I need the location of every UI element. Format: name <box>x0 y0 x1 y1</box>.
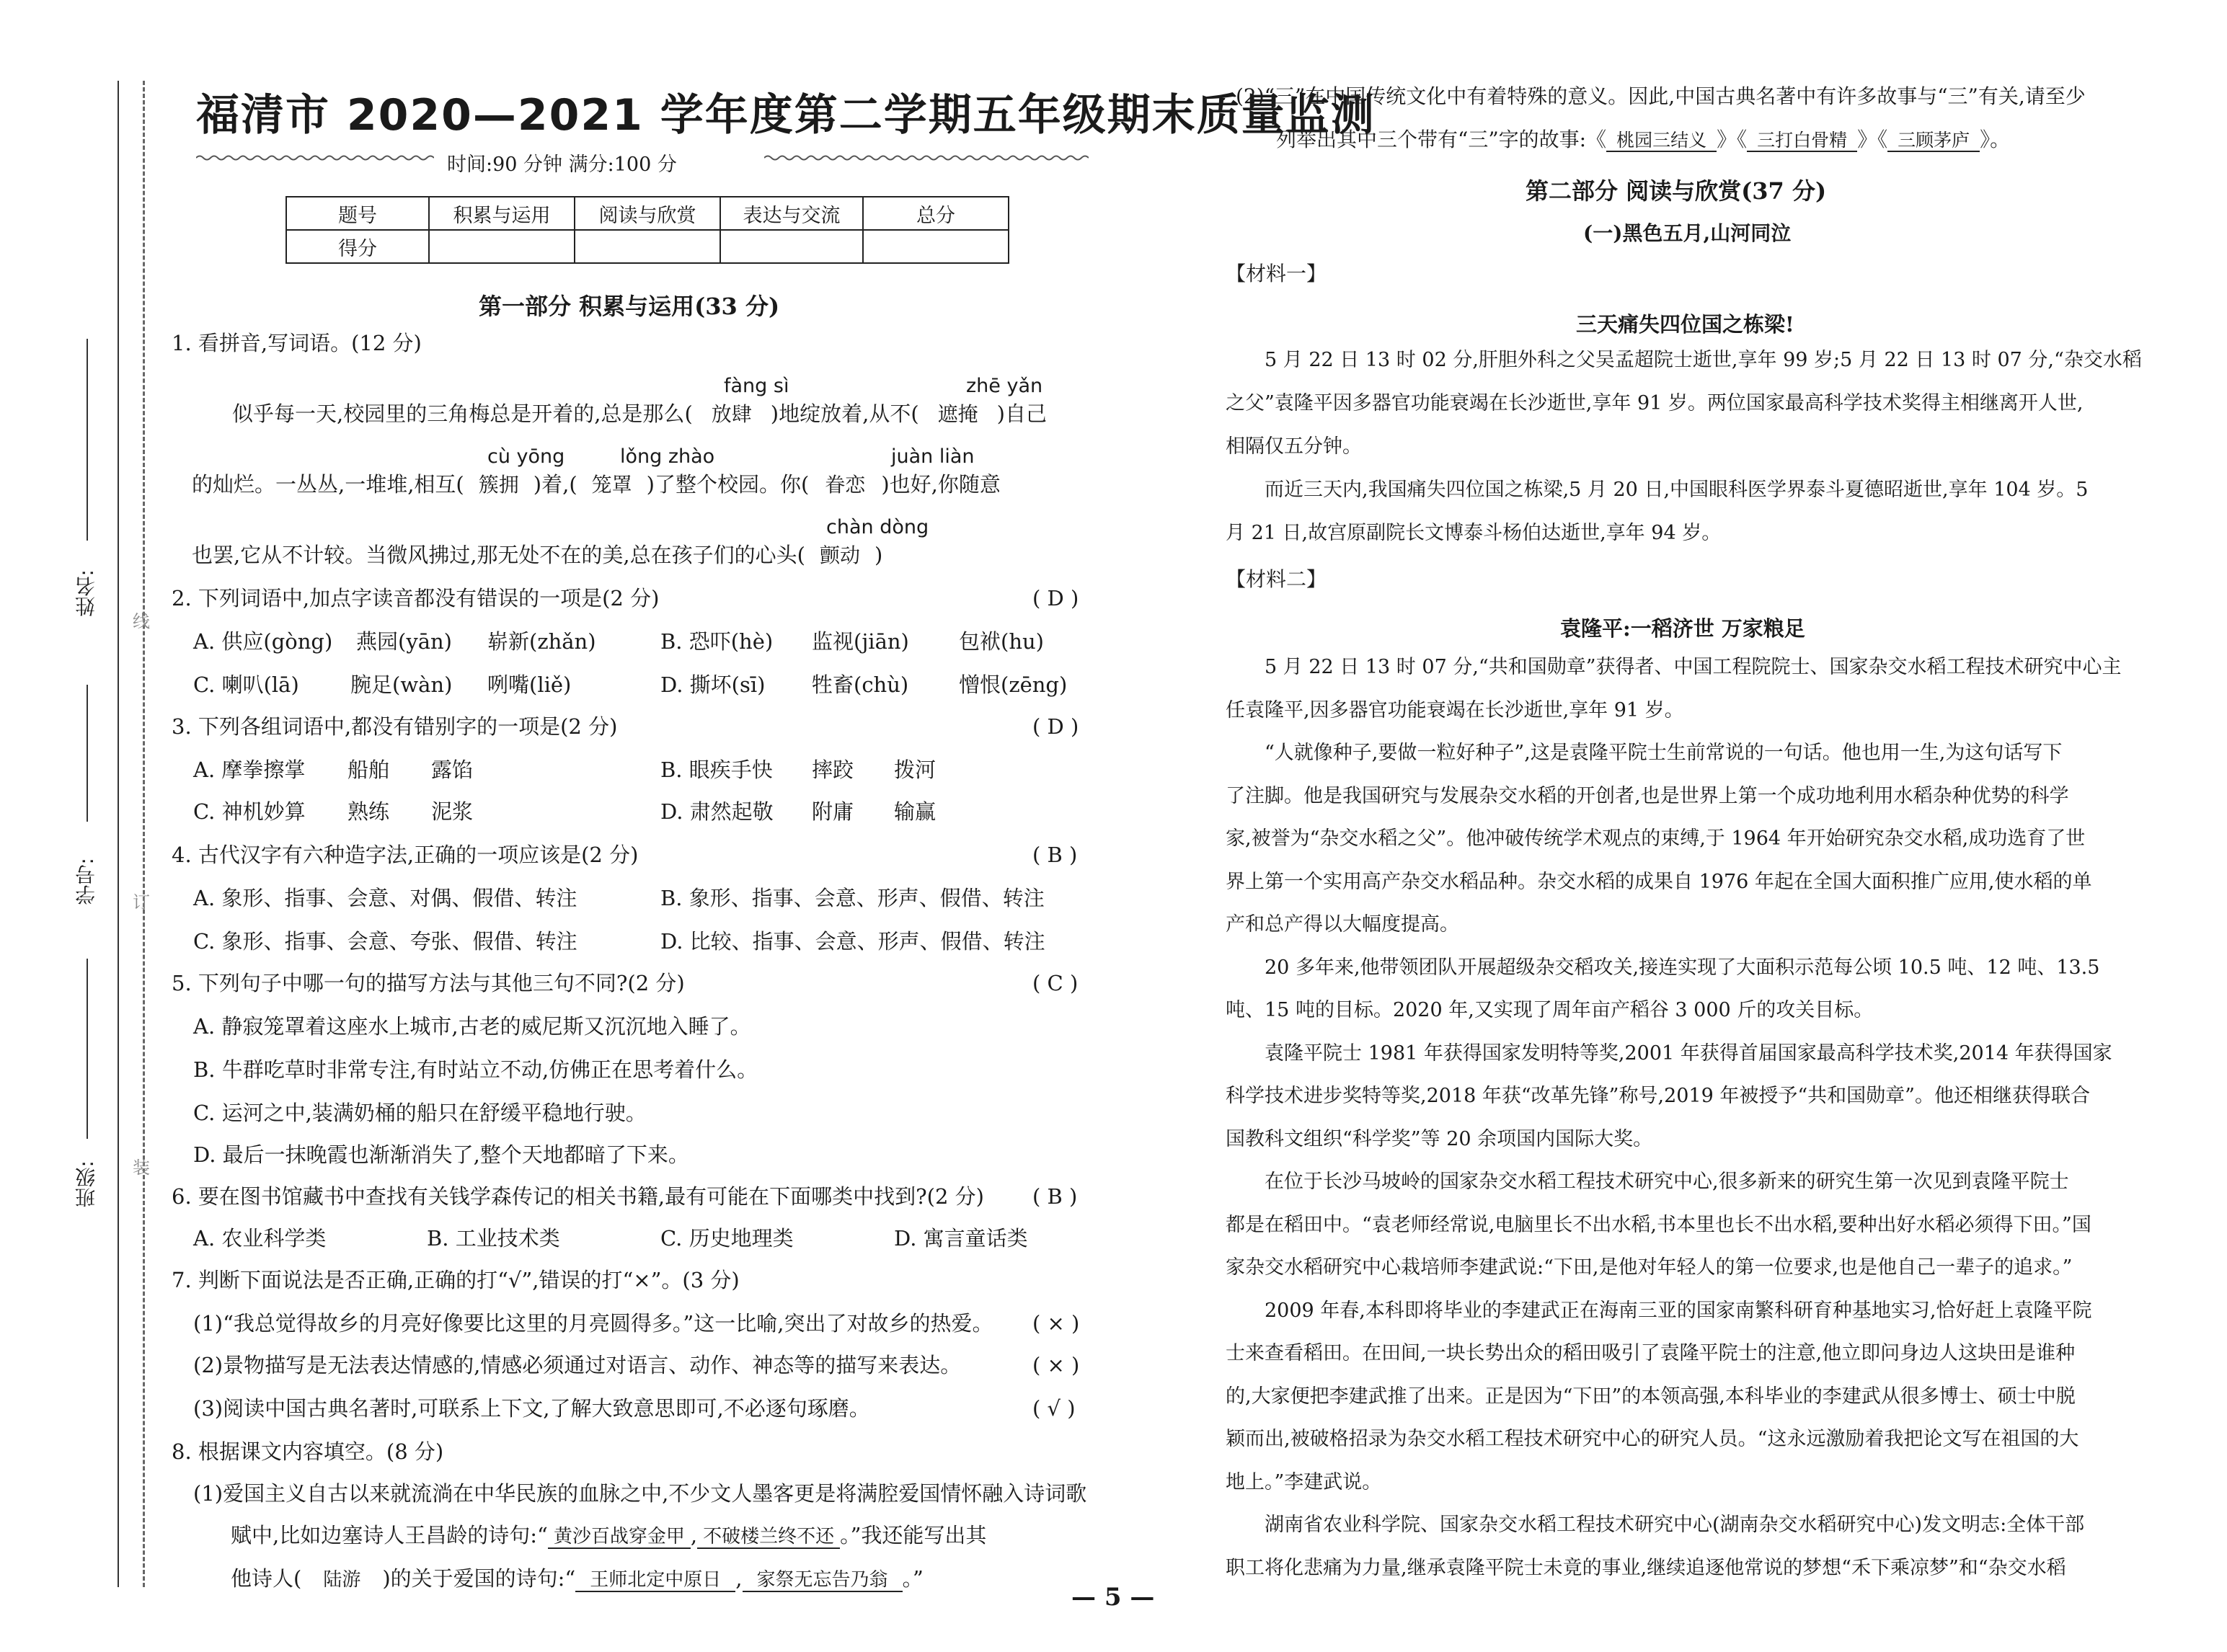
pinyin-fangsi: fàng sì <box>724 375 789 397</box>
q3-option: 附庸 <box>812 799 854 824</box>
paragraph-line: 家杂交水稻研究中心栽培师李建武说:“下田,是他对年轻人的第一位要求,也是他自己一辈子的追求。” <box>1226 1256 2073 1279</box>
q3-option: 船舶 <box>347 758 390 782</box>
paragraph-line: 颖而出,被破格招录为杂交水稻工程技术研究中心的研究人员。“这永远激励着我把论文写在祖国的大 <box>1226 1428 2079 1450</box>
q2-option: 燕园(yān) <box>356 629 452 654</box>
q8-text: 。” <box>902 1566 924 1591</box>
paragraph-line: 2009 年春,本科即将毕业的李建武正在海南三亚的国家南繁科研育种基地实习,恰好赶上袁隆平院 <box>1265 1299 2092 1322</box>
paragraph-line: 的,大家便把李建武推了出来。正是因为“下田”的本领高强,本科毕业的李建武从很多博士、硕士中脱 <box>1226 1385 2076 1408</box>
name-label: 姓名: <box>74 569 98 617</box>
score-table-header-row <box>286 197 1009 230</box>
q5-option: D. 最后一抹晚霞也渐渐消失了,整个天地都暗了下来。 <box>193 1142 689 1167</box>
q1-text: )着,( <box>533 472 577 497</box>
paragraph-line: 界上第一个实用高产杂交水稻品种。杂交水稻的成果自 1976 年起在全国大面积推广应用,使水稻的单 <box>1226 870 2092 893</box>
answer-juanlian: 眷恋 <box>825 473 866 497</box>
material1-headline: 三天痛失四位国之栋梁! <box>1576 312 1794 337</box>
q6-option: B. 工业技术类 <box>427 1226 560 1251</box>
q1-text: )地绽放着,从不( <box>770 401 919 426</box>
score-cell-part2: 阅读与欣赏 <box>575 197 720 230</box>
q6-option: D. 寓言童话类 <box>894 1226 1028 1251</box>
q3-option: 熟练 <box>347 799 390 824</box>
q3-option: D. 肃然起敬 <box>660 799 774 824</box>
paragraph-line: 地上。”李建武说。 <box>1226 1470 1382 1493</box>
pinyin-chandong: chàn dòng <box>826 516 929 538</box>
q3-answer: ( D ) <box>1032 714 1079 739</box>
paragraph-line: 国教科文组织“科学奖”等 20 余项国内国际大奖。 <box>1226 1127 1653 1150</box>
paragraph-line: 月 21 日,故宫原副院长文博泰斗杨伯达逝世,享年 94 岁。 <box>1226 522 1722 544</box>
score-cell-total: 总分 <box>863 197 1009 230</box>
q3-option: 摔跤 <box>812 758 854 782</box>
class-label: 班级: <box>74 1160 98 1208</box>
score-table-score-row <box>286 230 1009 263</box>
q3-option: A. 摩拳擦掌 <box>193 758 306 782</box>
q1-stem: 1. 看拼音,写词语。(12 分) <box>172 331 422 355</box>
paragraph-line: 产和总产得以大幅度提高。 <box>1226 913 1459 936</box>
q7-mark: ( × ) <box>1032 1311 1080 1336</box>
q4-option: A. 象形、指事、会意、对偶、假借、转注 <box>193 886 577 910</box>
answer-story: 三打白骨精 <box>1747 130 1857 152</box>
q8-text: 赋中,比如边塞诗人王昌龄的诗句:“ <box>231 1523 548 1547</box>
answer-poet: 陆游 <box>323 1569 361 1591</box>
q8-line2 <box>231 1525 986 1546</box>
q4-option: B. 象形、指事、会意、形声、假借、转注 <box>660 886 1045 910</box>
paragraph-line: 湖南省农业科学院、国家杂交水稻工程技术研究中心(湖南杂交水稻研究中心)发文明志:全体干部 <box>1265 1514 2085 1536</box>
reading-section-title: (一)黑色五月,山河同泣 <box>1583 221 1792 245</box>
answer-chandong: 颤动 <box>819 543 860 567</box>
score-cell-label: 得分 <box>286 230 429 263</box>
q4-option: C. 象形、指事、会意、夸张、假借、转注 <box>193 929 577 954</box>
q5-stem: 5. 下列句子中哪一句的描写方法与其他三句不同?(2 分) <box>172 971 685 995</box>
q1-line3 <box>192 545 882 566</box>
q8-2-text: 列举出其中三个带有“三”字的故事:《 <box>1276 128 1607 151</box>
q5-option: A. 静寂笼罩着这座水上城市,古老的威尼斯又沉沉地入睡了。 <box>193 1014 751 1039</box>
q8-text: , <box>690 1523 698 1547</box>
student-id-label: 学号: <box>74 858 98 905</box>
class-blank-line <box>87 959 88 1139</box>
pinyin-longzhao: lǒng zhào <box>620 445 715 468</box>
q2-option: 憎恨(zēng) <box>959 672 1068 697</box>
score-cell-item: 题号 <box>286 197 429 230</box>
decorative-wave-right <box>764 154 1089 161</box>
q3-option: 露馅 <box>431 758 474 782</box>
material1-label: 【材料一】 <box>1226 262 1327 285</box>
q8-2-text: 》。 <box>1980 128 2011 151</box>
q1-text: )自己 <box>996 401 1047 426</box>
q3-option: 泥浆 <box>431 799 474 824</box>
seal-line-dashed <box>143 81 145 1587</box>
paragraph-line: 相隔仅五分钟。 <box>1226 435 1362 458</box>
answer-poem-line: 王师北定中原日 <box>575 1569 735 1592</box>
q8-2-line1: (2)“三”在中国传统文化中有着特殊的意义。因此,中国古典名著中有许多故事与“三”有关,请至少 <box>1236 84 2086 108</box>
answer-story: 桃园三结义 <box>1606 130 1717 152</box>
q1-text: 似乎每一天,校园里的三角梅总是开着的,总是那么( <box>232 401 693 426</box>
q5-answer: ( C ) <box>1032 971 1079 995</box>
outer-margin-line <box>118 81 119 1587</box>
paragraph-line: 家,被誉为“杂交水稻之父”。他冲破传统学术观点的束缚,于 1964 年开始研究杂交水稻,成功选育了世 <box>1226 827 2086 850</box>
paragraph-line: 科学技术进步奖特等奖,2018 年获“改革先锋”称号,2019 年被授予“共和国勋章”。他还相继获得联合 <box>1226 1085 2090 1107</box>
q8-2-line2 <box>1276 130 2010 150</box>
q3-stem: 3. 下列各组词语中,都没有错别字的一项是(2 分) <box>172 714 618 739</box>
q8-line3 <box>231 1568 924 1589</box>
paragraph-line: 袁隆平院士 1981 年获得国家发明特等奖,2001 年获得首届国家最高科学技术奖,2014 年获得国家 <box>1265 1042 2112 1065</box>
paragraph-line: 5 月 22 日 13 时 07 分,“共和国勋章”获得者、中国工程院院士、国家杂交水稻工程技术研究中心主 <box>1265 656 2122 678</box>
paragraph-line: 士来查看稻田。在田间,一块长势出众的稻田吸引了袁隆平院士的注意,他立即问身边人这块田是谁种 <box>1226 1342 2076 1364</box>
answer-zheyan: 遮掩 <box>937 402 978 426</box>
paragraph-line: 20 多年来,他带领团队开展超级杂交稻攻关,接连实现了大面积示范每公顷 10.5 吨、12 吨、13.5 <box>1265 956 2100 979</box>
seal-label-order: 订 <box>133 892 150 912</box>
part1-title: 第一部分 积累与运用(33 分) <box>479 293 780 320</box>
q8-text: , <box>735 1566 743 1591</box>
q4-option: D. 比较、指事、会意、形声、假借、转注 <box>660 929 1045 954</box>
paragraph-line: 任袁隆平,因多器官功能衰竭在长沙逝世,享年 91 岁。 <box>1226 698 1684 721</box>
q2-stem: 2. 下列词语中,加点字读音都没有错误的一项是(2 分) <box>172 586 660 610</box>
q2-option: 腕足(wàn) <box>350 672 453 697</box>
q8-2-text: 》《 <box>1857 128 1888 151</box>
q2-option: B. 恐吓(hè) <box>660 629 774 654</box>
q2-option: 包袱(hu) <box>959 629 1044 654</box>
paragraph-line: 吨、15 吨的目标。2020 年,又实现了周年亩产稻谷 3 000 斤的攻关目标。 <box>1226 999 1874 1021</box>
paragraph-line: 5 月 22 日 13 时 02 分,肝胆外科之父吴孟超院士逝世,享年 99 岁;5 月 22 日 13 时 07 分,“杂交水稻 <box>1265 349 2142 371</box>
part2-title: 第二部分 阅读与欣赏(37 分) <box>1526 177 1827 205</box>
answer-poem-line: 家祭无忘告乃翁 <box>743 1569 903 1592</box>
q3-option: 输赢 <box>894 799 937 824</box>
q8-stem: 8. 根据课文内容填空。(8 分) <box>172 1439 444 1464</box>
material2-label: 【材料二】 <box>1226 567 1327 591</box>
paragraph-line: 职工将化悲痛为力量,继承袁隆平院士未竟的事业,继续追逐他常说的梦想“禾下乘凉梦”和“杂交水稻 <box>1226 1556 2066 1579</box>
score-cell-empty[interactable] <box>575 230 720 263</box>
score-cell-empty[interactable] <box>429 230 575 263</box>
score-cell-empty[interactable] <box>720 230 863 263</box>
q3-option: B. 眼疾手快 <box>660 758 773 782</box>
q7-item: (1)“我总觉得故乡的月亮好像要比这里的月亮圆得多。”这一比喻,突出了对故乡的热爱。 <box>193 1311 993 1336</box>
q2-answer: ( D ) <box>1032 586 1079 610</box>
q8-2-text: 》《 <box>1717 128 1748 151</box>
paragraph-line: 了注脚。他是我国研究与发展杂交水稻的开创者,也是世界上第一个成功地利用水稻杂种优势的科学 <box>1226 784 2069 807</box>
score-cell-part1: 积累与运用 <box>429 197 575 230</box>
material2-headline: 袁隆平:一稻济世 万家粮足 <box>1560 616 1805 641</box>
q1-line2 <box>192 474 1001 495</box>
answer-story: 三顾茅庐 <box>1887 130 1980 152</box>
q7-item: (2)景物描写是无法表达情感的,情感必须通过对语言、动作、神态等的描写来表达。 <box>193 1353 962 1377</box>
id-blank-line <box>87 685 88 822</box>
q2-option: D. 撕坏(sī) <box>660 672 766 697</box>
score-cell-empty[interactable] <box>863 230 1009 263</box>
paragraph-line: 都是在稻田中。“袁老师经常说,电脑里长不出水稻,书本里也长不出水稻,要种出好水稻必须得下田。”国 <box>1226 1213 2091 1236</box>
q7-mark: ( × ) <box>1032 1353 1080 1377</box>
seal-label-line: 线 <box>133 611 150 631</box>
q2-option: 咧嘴(liě) <box>487 672 572 697</box>
q3-option: 拨河 <box>894 758 937 782</box>
q7-item: (3)阅读中国古典名著时,可联系上下文,了解大致意思即可,不必逐句琢磨。 <box>193 1396 870 1421</box>
q8-line1: (1)爱国主义自古以来就流淌在中华民族的血脉之中,不少文人墨客更是将满腔爱国情怀融入诗词歌 <box>193 1481 1087 1506</box>
exam-time-score: 时间:90 分钟 满分:100 分 <box>447 154 677 176</box>
q1-text: 也罢,它从不计较。当微风拂过,那无处不在的美,总在孩子们的心头( <box>192 543 805 567</box>
score-cell-part3: 表达与交流 <box>720 197 863 230</box>
q8-text: 。”我还能写出其 <box>840 1523 987 1547</box>
q5-option: C. 运河之中,装满奶桶的船只在舒缓平稳地行驶。 <box>193 1101 647 1125</box>
q2-option: A. 供应(gòng) <box>193 629 333 654</box>
q8-text: 他诗人( <box>231 1566 302 1591</box>
q1-text: 的灿烂。一丛丛,一堆堆,相互( <box>192 472 464 497</box>
page-title: 福清市 2020—2021 学年度第二学期五年级期末质量监测 <box>196 90 1376 141</box>
q1-line1 <box>232 401 1047 426</box>
q2-option: 崭新(zhǎn) <box>487 629 596 654</box>
q1-text: ) <box>875 543 883 567</box>
q6-option: A. 农业科学类 <box>193 1226 327 1251</box>
q5-option: B. 牛群吃草时非常专注,有时站立不动,仿佛正在思考着什么。 <box>193 1057 758 1082</box>
q4-stem: 4. 古代汉字有六种造字法,正确的一项应该是(2 分) <box>172 843 639 867</box>
q6-stem: 6. 要在图书馆藏书中查找有关钱学森传记的相关书籍,最有可能在下面哪类中找到?(2 分) <box>172 1184 984 1209</box>
answer-poem-line: 黄沙百战穿金甲 <box>548 1526 691 1549</box>
q6-answer: ( B ) <box>1032 1184 1078 1209</box>
answer-longzhao: 笼罩 <box>591 473 632 497</box>
name-blank-line <box>87 339 88 541</box>
q2-option: C. 喇叭(lā) <box>193 672 299 697</box>
q2-option: 牲畜(chù) <box>812 672 909 697</box>
paragraph-line: 而近三天内,我国痛失四位国之栋梁,5 月 20 日,中国眼科医学界泰斗夏德昭逝世,享年 104 岁。5 <box>1265 479 2089 501</box>
q1-text: )也好,你随意 <box>881 472 1001 497</box>
answer-cuyong: 簇拥 <box>478 473 519 497</box>
q6-option: C. 历史地理类 <box>660 1226 794 1251</box>
page-number: — 5 — <box>1071 1583 1155 1612</box>
q3-option: C. 神机妙算 <box>193 799 306 824</box>
q7-stem: 7. 判断下面说法是否正确,正确的打“√”,错误的打“×”。(3 分) <box>172 1268 740 1292</box>
paragraph-line: 在位于长沙马坡岭的国家杂交水稻工程技术研究中心,很多新来的研究生第一次见到袁隆平院士 <box>1265 1171 2069 1193</box>
answer-fangsi: 放肆 <box>711 402 752 426</box>
pinyin-cuyong: cù yōng <box>487 445 565 468</box>
decorative-wave-left <box>196 154 434 161</box>
pinyin-zheyan: zhē yǎn <box>966 375 1043 397</box>
seal-label-bind: 装 <box>133 1158 150 1178</box>
paragraph-line: “人就像种子,要做一粒好种子”,这是袁隆平院士生前常说的一句话。他也用一生,为这句话写下 <box>1265 742 2063 764</box>
q7-mark: ( √ ) <box>1032 1396 1076 1421</box>
q4-answer: ( B ) <box>1032 843 1078 867</box>
q1-text: )了整个校园。你( <box>646 472 810 497</box>
q2-option: 监视(jiān) <box>812 629 909 654</box>
score-table <box>285 196 1009 264</box>
pinyin-juanlian: juàn liàn <box>891 445 975 468</box>
answer-poem-line: 不破楼兰终不还 <box>697 1526 840 1549</box>
paragraph-line: 之父”袁隆平因多器官功能衰竭在长沙逝世,享年 91 岁。两位国家最高科学技术奖得主相继离开人世, <box>1226 392 2084 414</box>
q8-text: )的关于爱国的诗句:“ <box>382 1566 576 1591</box>
